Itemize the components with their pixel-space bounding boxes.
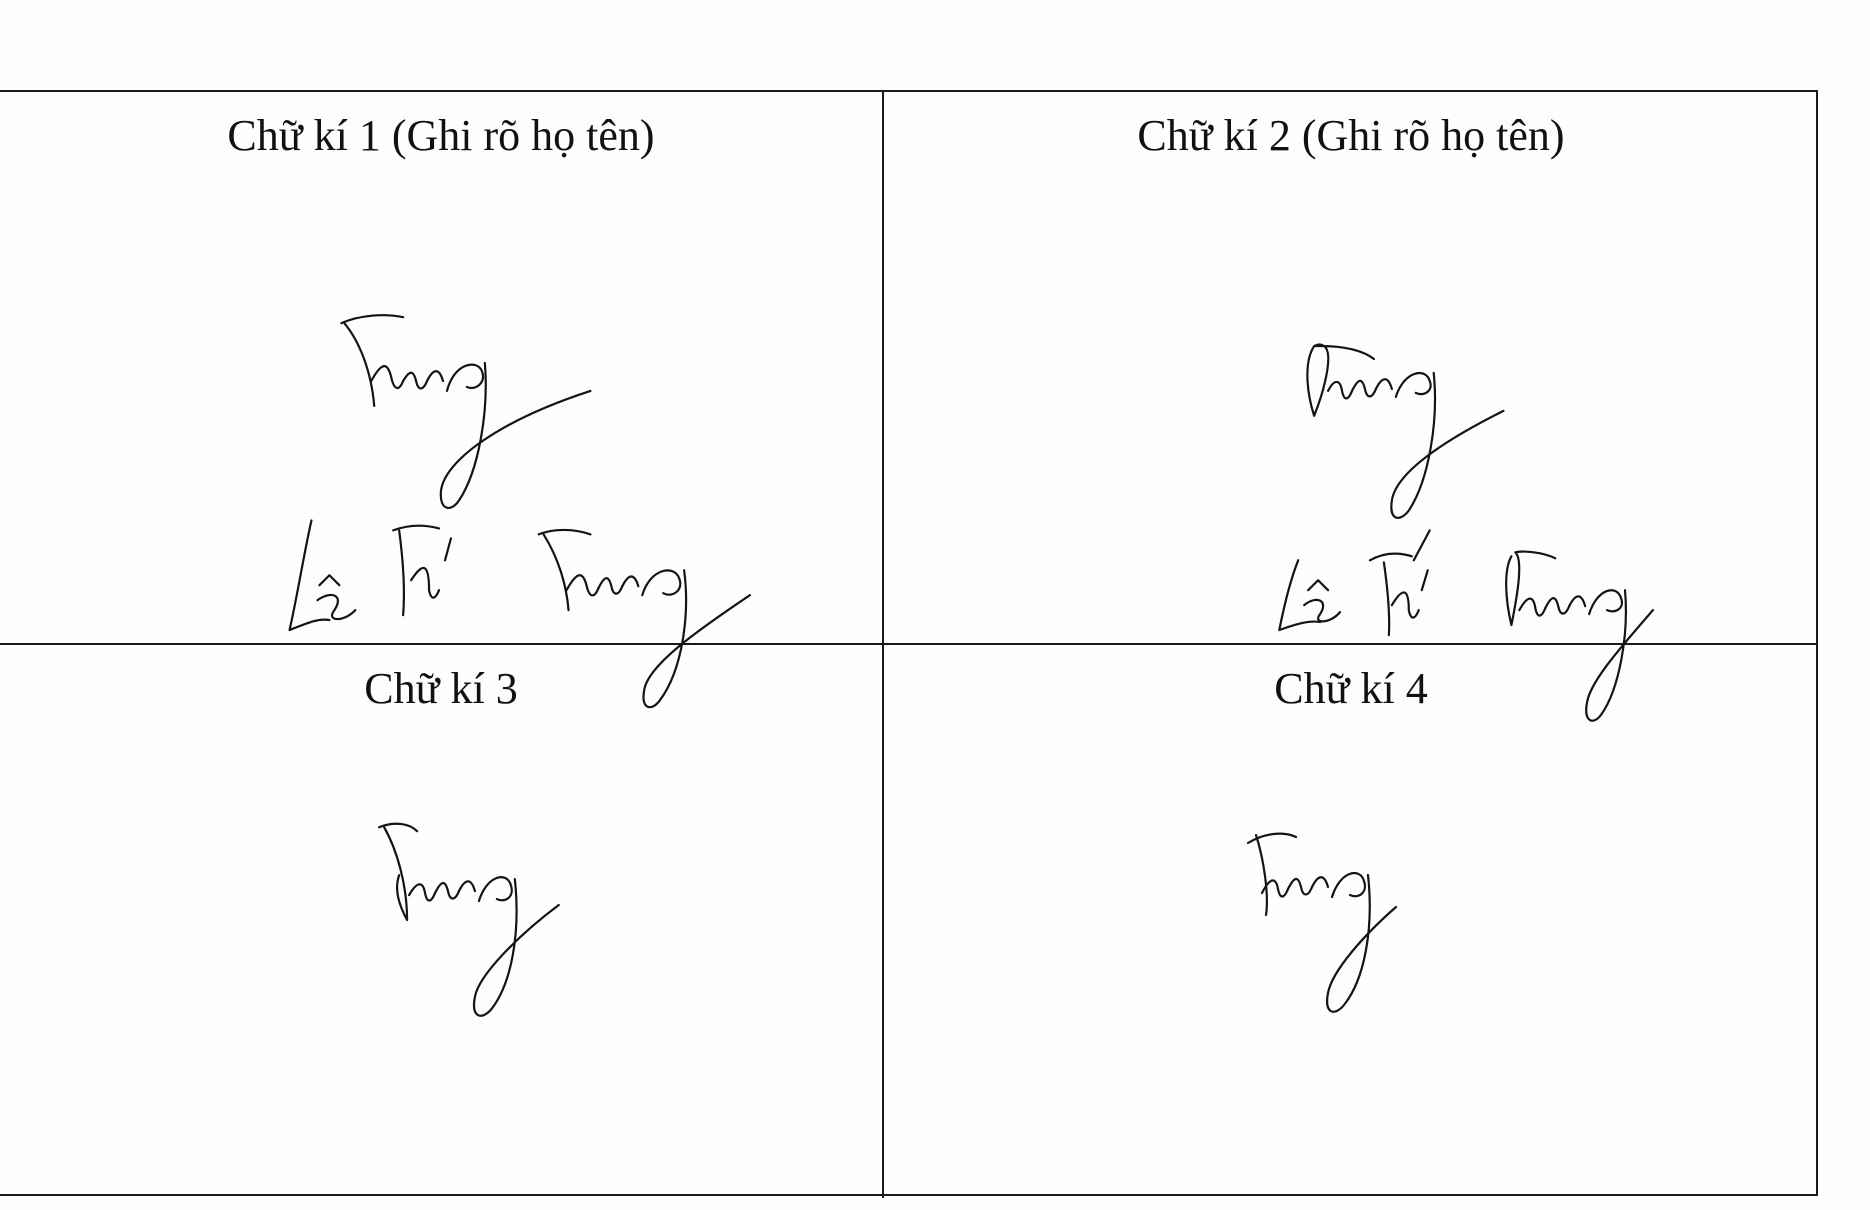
signature-cell-4-title: Chữ kí 4 xyxy=(1274,664,1428,713)
signature-cell-1-title: Chữ kí 1 (Ghi rõ họ tên) xyxy=(227,111,655,160)
signature-cell-3 xyxy=(0,645,884,1198)
signature-cell-1 xyxy=(0,92,884,645)
signature-cell-3-title: Chữ kí 3 xyxy=(364,664,518,713)
signature-table xyxy=(0,90,1818,1196)
signature-3-handwriting xyxy=(0,645,882,1198)
signature-cell-2 xyxy=(884,92,1818,645)
signature-cell-4 xyxy=(884,645,1818,1198)
signature-4-handwriting xyxy=(884,645,1818,1198)
signature-cell-2-title: Chữ kí 2 (Ghi rõ họ tên) xyxy=(1137,111,1565,160)
signature-1-handwriting xyxy=(0,92,882,643)
signature-2-handwriting xyxy=(884,92,1818,643)
